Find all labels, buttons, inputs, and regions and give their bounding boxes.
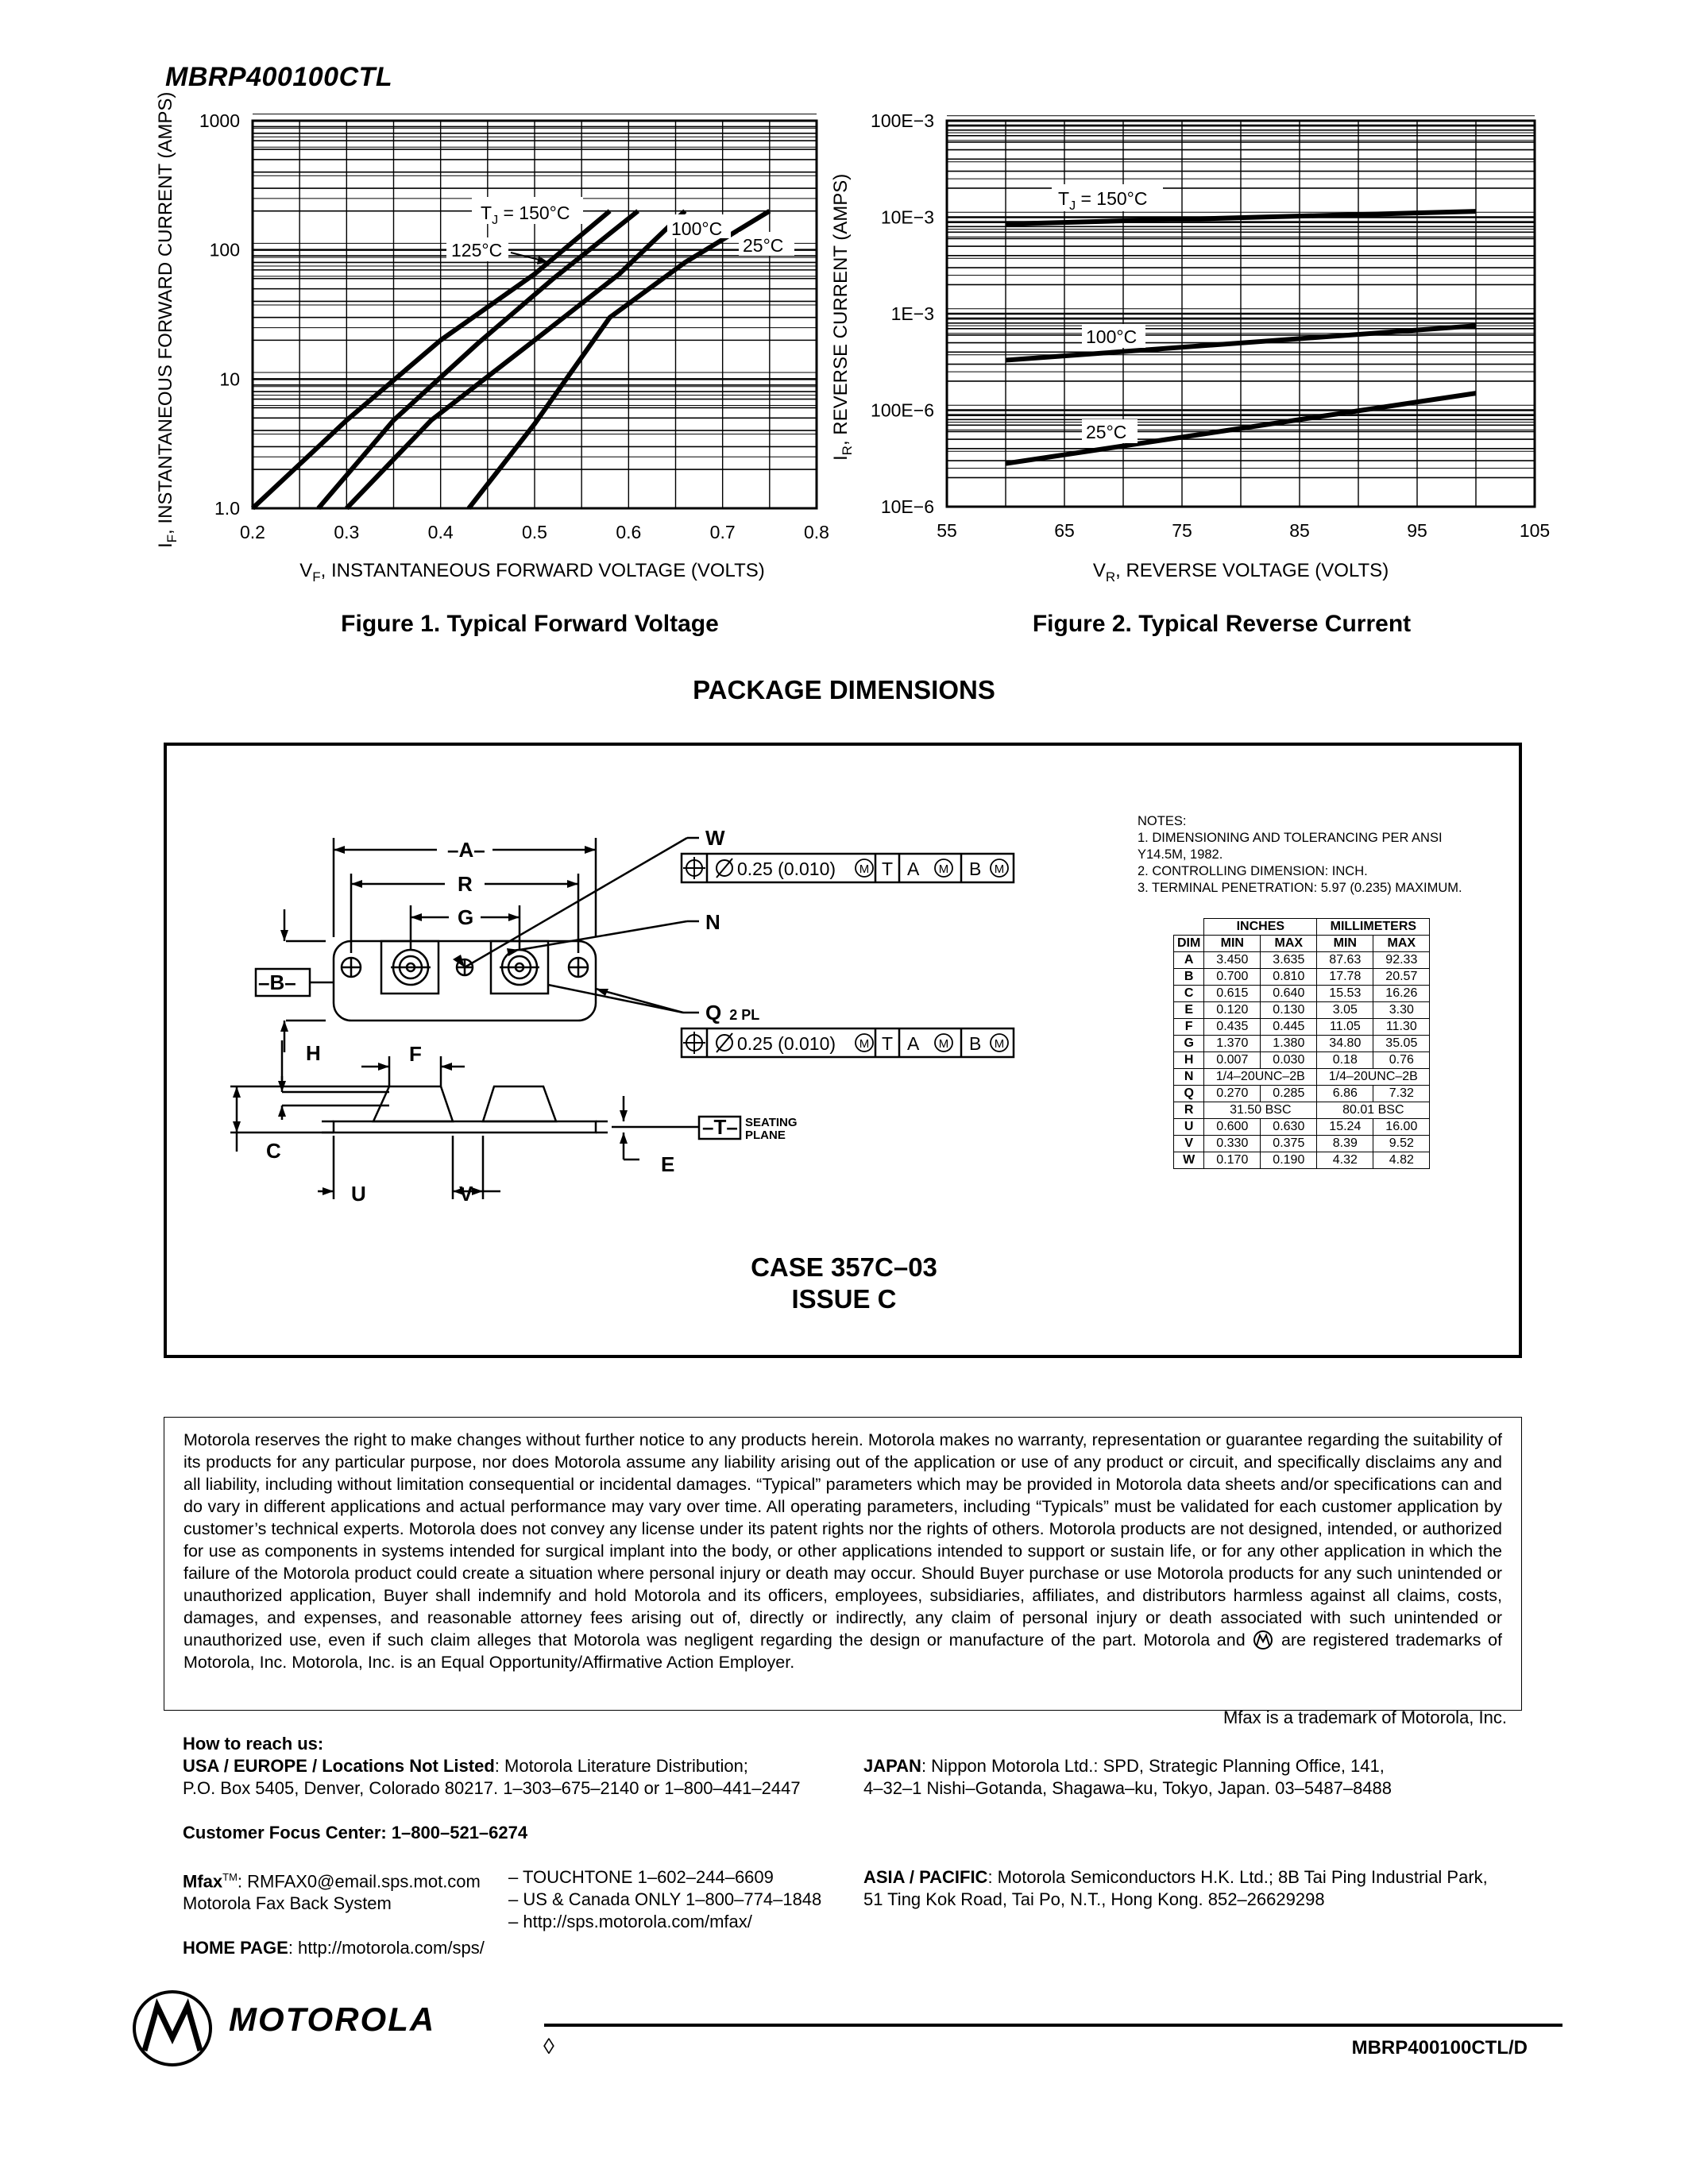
figure1-chart [0,0,844,651]
table-cell: 9.52 [1373,1136,1430,1152]
svg-text:0.25 (0.010): 0.25 (0.010) [737,1033,836,1054]
table-row [1174,1136,1430,1152]
figure1-ytick-label: 1.0 [214,498,240,519]
figure2-xtick-label: 65 [1054,520,1075,541]
dim-u-label: U [351,1182,366,1206]
figure1-xtick-label: 0.5 [522,522,547,542]
table-cell: 4.82 [1373,1152,1430,1169]
table-cell: 0.007 [1204,1052,1261,1069]
footer-rule [544,2024,1562,2027]
table-cell: 11.30 [1373,1019,1430,1036]
table-cell: A [1174,952,1204,969]
table-cell: G [1174,1036,1204,1052]
table-cell: B [1174,969,1204,986]
table-cell: 8.39 [1317,1136,1373,1152]
dim-n-label: N [705,910,720,934]
figure2-label-100: 100°C [1086,326,1138,347]
figure2-ylabel-text: $I_R$, REVERSE CURRENT (AMPS) [830,173,855,461]
dim-h-label: H [306,1041,321,1065]
figure2-chart [826,0,1688,651]
figure2-label-150: $T_J = 150^\circ C$ [1058,188,1148,213]
figure1-ytick-label: 100 [209,239,240,260]
table-cell: 0.030 [1261,1052,1317,1069]
dim-w-label: W [705,826,725,850]
table-cell: 0.285 [1261,1086,1317,1102]
table-cell: 4.32 [1317,1152,1373,1169]
table-cell: 0.170 [1204,1152,1261,1169]
figure1-grid [253,114,817,508]
table-row [1174,1086,1430,1102]
table-row [1174,1119,1430,1136]
table-cell: E [1174,1002,1204,1019]
table-cell: 15.24 [1317,1119,1373,1136]
table-row [1174,952,1430,969]
dim-a-label: –A– [447,838,485,862]
table-row [1174,1052,1430,1069]
contact-right: JAPAN: Nippon Motorola Ltd.: SPD, Strategic Planning Office, 141, 4–32–1 Nishi–Gotanda, Shagawa–ku, Tokyo, Japan. 03–5487–8488 ASIA / PACIFIC: Motorola Semiconductors H.K. Ltd.; 8B Tai Ping Industrial Park, 51 Ting Kok Road, Tai Po, N.T., Hong Kong. 852–26629298 [863,1756,1488,1909]
dim-q-label: Q 2 PL [705,1001,760,1024]
figure2-ytick-label: 100E−6 [871,399,934,421]
mfax-trademark-note: Mfax is a trademark of Motorola, Inc. [1223,1707,1507,1727]
dim-b-label: –B– [258,970,296,994]
svg-text:A: A [907,859,920,879]
dim-g-label: G [458,905,474,929]
figure1-tick-labels [199,110,829,542]
svg-text:T: T [882,1033,894,1054]
figure2-ytick-label: 10E−6 [880,496,934,517]
table-cell: 11.05 [1317,1019,1373,1036]
figure1-ylabel: $I_F$, INSTANTANEOUS FORWARD CURRENT (AMPS) [155,91,180,548]
contact-mfax-lines: – TOUCHTONE 1–602–244–6609 – US & Canada ONLY 1–800–774–1848 – http://sps.motorola.com/mfax/ [508,1867,822,1931]
table-cell: U [1174,1119,1204,1136]
table-row [1174,1019,1430,1036]
table-cell: 0.120 [1204,1002,1261,1019]
table-row [1174,1069,1430,1086]
table-cell: 0.630 [1261,1119,1317,1136]
table-cell: 17.78 [1317,969,1373,986]
contact-left: How to reach us: USA / EUROPE / Locations Not Listed: Motorola Literature Distribution; P.O. Box 5405, Denver, Colorado 80217. 1–303–675–2140 or 1–800–441–2447 Customer Focus Center: 1–800–521–6274 Mfax™: RMFAX0@email.sps.mot.com Motorola Fax Back System HOME PAGE: http://motorola.com/sps/ [183,1734,801,1958]
svg-text:M: M [859,1037,870,1051]
table-cell: C [1174,986,1204,1002]
figure2-ytick-label: 1E−3 [890,303,934,324]
table-cell: 0.270 [1204,1086,1261,1102]
table-cell: 0.130 [1261,1002,1317,1019]
table-cell: 6.86 [1317,1086,1373,1102]
figure1-xtick-label: 0.6 [616,522,642,542]
table-row [1174,1002,1430,1019]
table-cell: 0.330 [1204,1136,1261,1152]
motorola-batwing-icon [1252,1630,1274,1650]
figure1-label-150: $T_J = 150^\circ C$ [481,203,570,227]
figure1-label-100: 100°C [671,218,723,239]
table-cell: 3.05 [1317,1002,1373,1019]
table-cell: 7.32 [1373,1086,1430,1102]
table-cell: 3.30 [1373,1002,1430,1019]
footer-diamond: ◊ [543,2034,554,2059]
svg-text:T: T [882,859,894,879]
table-cell: 3.450 [1204,952,1261,969]
table-cell: 0.18 [1317,1052,1373,1069]
table-cell: F [1174,1019,1204,1036]
table-row [1174,986,1430,1002]
figure2-caption: Figure 2. Typical Reverse Current [1032,611,1412,637]
table-cell: 87.63 [1317,952,1373,969]
package-notes: NOTES: 1. DIMENSIONING AND TOLERANCING PER ANSI Y14.5M, 1982. 2. CONTROLLING DIMENSION: INCH. 3. TERMINAL PENETRATION: 5.97 (0.235) MAXIMUM. [1138,814,1462,895]
svg-text:M: M [938,1037,949,1051]
dim-r-label: R [458,872,473,896]
svg-text:A: A [907,1033,920,1054]
table-cell: 0.190 [1261,1152,1317,1169]
figure1-xtick-label: 0.2 [240,522,265,542]
motorola-logo [129,1989,216,2068]
package-drawing [222,818,1033,1231]
dim-v-label: V [459,1182,473,1206]
figure2-grid [947,116,1535,507]
figure2-ytick-label: 100E−3 [871,110,934,131]
table-cell: 31.50 BSC [1204,1102,1317,1119]
figure2-xtick-label: 55 [937,520,957,541]
svg-text:M: M [859,862,870,876]
dim-f-label: F [409,1042,422,1066]
figure2-xlabel: $V_R$, REVERSE VOLTAGE (VOLTS) [1092,560,1389,585]
table-row [1174,969,1430,986]
table-cell: 1/4–20UNC–2B [1317,1069,1430,1086]
table-cell: 1/4–20UNC–2B [1204,1069,1317,1086]
table-cell: 16.00 [1373,1119,1430,1136]
seating-label-2: PLANE [745,1129,786,1142]
figure1-ytick-label: 10 [219,369,240,390]
figure1-xtick-label: 0.3 [334,522,360,542]
page-header-part-number: MBRP400100CTL [165,62,393,92]
table-row [1174,1036,1430,1052]
figure1-caption: Figure 1. Typical Forward Voltage [341,611,719,637]
table-cell: 16.26 [1373,986,1430,1002]
datum-t-label: –T– [702,1115,738,1139]
table-cell: 0.810 [1261,969,1317,986]
table-row [1174,1152,1430,1169]
figure1-ytick-label: 1000 [199,110,240,131]
table-cell: 0.445 [1261,1019,1317,1036]
figure1-xtick-label: 0.7 [709,522,736,542]
package-dimensions-title: PACKAGE DIMENSIONS [693,675,995,704]
figure1-xlabel: $V_F$, INSTANTANEOUS FORWARD VOLTAGE (VOLTS) [299,560,765,585]
figure2-xtick-label: 75 [1172,520,1192,541]
table-cell: 80.01 BSC [1317,1102,1430,1119]
dimensions-table: INCHES MILLIMETERS DIM MIN MAX MIN MAX A 3.450 3.635 87.63 92.33 B 0.700 0.810 17.78 20.57 C 0.615 0.640 15.53 16.26 E 0.120 0.130 3.05 3.30 F 0.435 0.445 11.05 11.30 G 1.370 1.380 34.80 35.05 H 0.007 0.030 0.18 0.76 N 1/4–20UNC–2B 1/4–20UNC–2B Q 0.270 0.285 6.86 7.32 R 31.50 BSC 80.01 BSC U 0.600 0.630 15.24 16.00 V 0.330 0.375 8.39 9.52 W 0.170 0.190 4.32 4.82 [1173,918,1430,1169]
svg-text:B: B [969,859,982,879]
svg-text:M: M [938,862,949,876]
table-cell: 0.640 [1261,986,1317,1002]
table-row [1174,1102,1430,1119]
case-label: CASE 357C–03 ISSUE C [751,1252,937,1314]
figure2-xtick-label: 105 [1519,520,1551,541]
table-cell: 15.53 [1317,986,1373,1002]
table-cell: 0.700 [1204,969,1261,986]
disclaimer-box: Motorola reserves the right to make changes without further notice to any products herein. Motorola makes no warranty, representation or guarantee regarding the suitability of its products for any particular purpose, nor does Motorola assume any liability arising out of the application or use of any product or circuit, and specifically disclaims any and all liability, including without limitation consequential or incidental damages. “Typical” parameters which may be provided in Motorola data sheets and/or specifications can and do vary in different applications and actual performance may vary over time. All operating parameters, including “Typicals” must be validated for each customer application by customer’s technical experts. Motorola does not convey any license under its patent rights nor the rights of others. Motorola products are not designed, intended, or authorized for use as components in systems intended for surgical implant into the body, or other applications intended to support or sustain life, or for any other application in which the failure of the Motorola product could create a situation where personal injury or death may occur. Should Buyer purchase or use Motorola products for any such unintended or unauthorized application, Buyer shall indemnify and hold Motorola and its officers, employees, subsidiaries, affiliates, and distributors harmless against all claims, costs, damages, and expenses, and reasonable attorney fees arising out of, directly or indirectly, any claim of personal injury or death associated with such unintended or unauthorized use, even if such claim alleges that Motorola was negligent regarding the design or manufacture of the part. Motorola and are registered trademarks of Motorola, Inc. Motorola, Inc. is an Equal Opportunity/Affirmative Action Employer. [164,1417,1522,1711]
figure2-ytick-label: 10E−3 [880,206,934,228]
table-cell: 34.80 [1317,1036,1373,1052]
svg-text:M: M [994,862,1005,876]
table-cell: 35.05 [1373,1036,1430,1052]
table-cell: 0.600 [1204,1119,1261,1136]
table-cell: R [1174,1102,1204,1119]
svg-text:B: B [969,1033,982,1054]
motorola-wordmark: MOTOROLA [229,2001,436,2038]
table-cell: H [1174,1052,1204,1069]
table-cell: V [1174,1136,1204,1152]
figure1-label-25: 25°C [743,235,784,256]
svg-text:0.25 (0.010): 0.25 (0.010) [737,859,836,879]
figure1-xtick-label: 0.4 [427,522,454,542]
figure1-xtick-label: 0.8 [804,522,829,542]
table-cell: 0.615 [1204,986,1261,1002]
table-cell: N [1174,1069,1204,1086]
table-cell: 92.33 [1373,952,1430,969]
svg-text:M: M [994,1037,1005,1051]
table-cell: W [1174,1152,1204,1169]
figure2-label-25: 25°C [1086,422,1127,442]
figure1-label-125: 125°C [451,240,503,260]
dim-e-label: E [661,1152,675,1176]
table-cell: 0.435 [1204,1019,1261,1036]
table-cell: 0.76 [1373,1052,1430,1069]
figure2-xtick-label: 85 [1289,520,1310,541]
table-cell: 0.375 [1261,1136,1317,1152]
table-cell: 3.635 [1261,952,1317,969]
figure2-xtick-label: 95 [1407,520,1427,541]
seating-label-1: SEATING [745,1116,798,1129]
table-cell: 1.380 [1261,1036,1317,1052]
footer-document-id: MBRP400100CTL/D [1351,2037,1528,2059]
dim-c-label: C [266,1139,281,1163]
table-cell: 20.57 [1373,969,1430,986]
table-cell: Q [1174,1086,1204,1102]
table-cell: 1.370 [1204,1036,1261,1052]
